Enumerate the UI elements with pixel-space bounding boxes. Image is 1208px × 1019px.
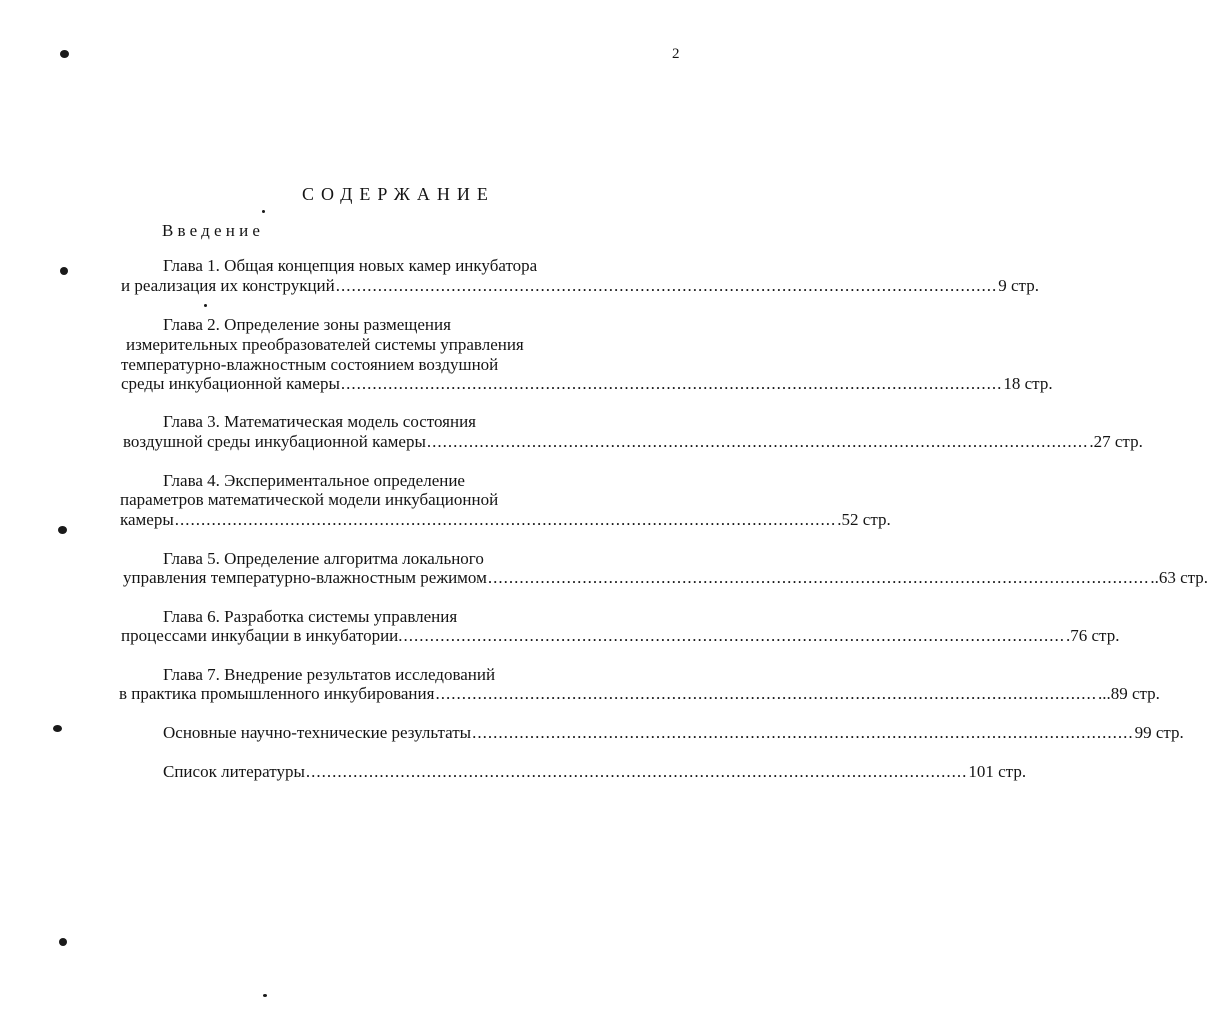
toc-entry-7-line-1: Глава 7. Внедрение результатов исследований [163,665,496,684]
toc-entry-1-page: 9 стр. [998,276,1039,295]
toc-entry-2-text: среды инкубационной камеры [121,374,340,393]
toc-entry-2-line-3: температурно-влажностным состоянием воздушной [121,355,499,374]
toc-entry-8 [163,723,1184,743]
toc-entry-7-text: в практика промышленного инкубирования [119,684,435,703]
toc-entry-8-page: 99 стр. [1134,723,1184,742]
toc-entry-4-line-1: Глава 4. Экспериментальное определение [163,471,465,490]
toc-entry-3-page: .27 стр. [1089,432,1143,451]
toc-entry-4-text: камеры [120,510,174,529]
toc-entry-6-page: .76 стр. [1066,626,1120,645]
scan-mark [58,526,67,534]
dot-leader: .............................................................................................................................. [426,432,1089,451]
toc-entry-2-line-1: Глава 2. Определение зоны размещения [163,315,451,334]
scan-mark [262,210,265,213]
scan-mark [53,725,62,732]
dot-leader: .............................................................................................................................. [335,276,998,295]
toc-entry-5-page: ..63 стр. [1150,568,1208,587]
dot-leader: .............................................................................................................................. [487,568,1150,587]
toc-entry-9-page: 101 стр. [968,762,1027,781]
toc-entry-4-line-2: параметров математической модели инкубационной [120,490,499,509]
page-title: СОДЕРЖАНИЕ [302,184,495,204]
scan-mark [60,267,68,275]
toc-entry-4 [120,510,891,530]
toc-entry-4-page: .52 стр. [837,510,891,529]
scan-mark [204,304,207,307]
toc-entry-5 [123,568,1208,588]
toc-introduction: Введение [162,221,265,240]
page-number: 2 [672,46,680,62]
dot-leader: .............................................................................................................................. [340,374,1003,393]
toc-entry-7 [119,684,1160,704]
dot-leader: .............................................................................................................................. [174,510,837,529]
toc-entry-7-page: ...89 стр. [1097,684,1160,703]
toc-entry-5-text: управления температурно-влажностным режимом [123,568,487,587]
toc-entry-6 [121,626,1120,646]
toc-entry-3 [123,432,1143,452]
scan-mark [263,994,267,997]
toc-entry-2-page: 18 стр. [1003,374,1053,393]
toc-entry-2 [121,374,1053,394]
dot-leader: .............................................................................................................................. [305,762,968,781]
toc-entry-3-text: воздушной среды инкубационной камеры [123,432,426,451]
toc-entry-3-line-1: Глава 3. Математическая модель состояния [163,412,477,431]
toc-entry-6-line-1: Глава 6. Разработка системы управления [163,607,458,626]
toc-entry-1-text: и реализация их конструкций [121,276,335,295]
dot-leader: .............................................................................................................................. [435,684,1097,703]
toc-entry-8-text: Основные научно-технические результаты [163,723,472,742]
toc-entry-5-line-1: Глава 5. Определение алгоритма локального [163,549,484,568]
dot-leader: .............................................................................................................................. [472,723,1134,742]
toc-entry-1 [121,276,1039,296]
toc-entry-6-text: процессами инкубации в инкубатории. [121,626,403,645]
toc-entry-9 [163,762,1027,782]
toc-entry-1-line-1: Глава 1. Общая концепция новых камер инкубатора [163,256,538,275]
scan-mark [59,938,67,946]
dot-leader: .............................................................................................................................. [403,626,1066,645]
toc-entry-9-text: Список литературы [163,762,305,781]
toc-entry-2-line-2: измерительных преобразователей системы управления [126,335,524,354]
scan-mark [60,50,69,58]
